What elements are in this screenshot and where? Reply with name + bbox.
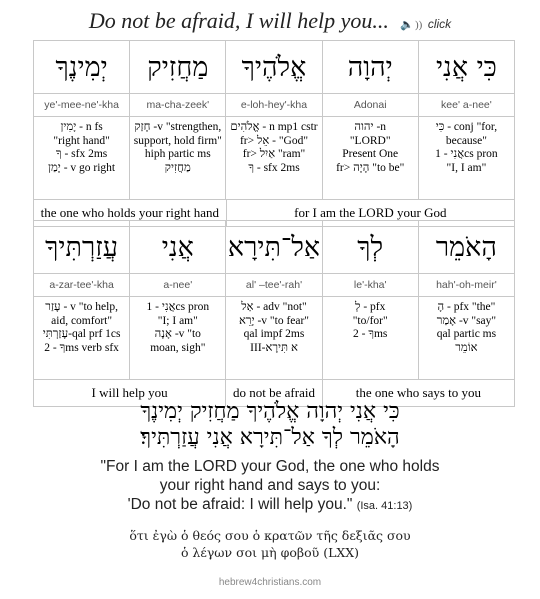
transliteration: kee' a-nee' (419, 94, 514, 117)
hebrew-word: הָאֹמֵר (419, 221, 514, 274)
phrase-translation: the one who holds your right hand (34, 200, 227, 226)
word-table-1 (33, 40, 515, 227)
word-gloss: אֱלֹהִים - n mp1 cstr fr> אֵל - "God" fr> אַיִל "ram" ךָ - sfx 2ms (226, 117, 321, 200)
hebrew-word: כִּי אֲנִי (419, 41, 514, 94)
site-footer: hebrew4christians.com (218, 577, 322, 588)
hebrew-word: עֲזַרְתִּיךָ (34, 221, 129, 274)
greek-line-2: ὁ λέγων σοι μὴ φοβοῦ (LXX) (180, 545, 360, 560)
word-cell (34, 221, 130, 380)
hebrew-verse-line-1: כִּי אֲנִי יְהוָה אֱלֹהֶיךָ מַחֲזִיק יְמִינֶךָ (140, 399, 400, 424)
english-line-1: "For I am the LORD your God, the one who holds (100, 458, 440, 475)
phrase-translation: the one who says to you (355, 385, 482, 400)
word-cell (323, 41, 419, 200)
word-gloss: כִּי - conj "for, because" אֲנִי - 1cs pron "I, I am" (419, 117, 514, 200)
phrase-translation: for I am the LORD your God (294, 205, 447, 220)
word-row (34, 41, 514, 200)
word-cell (226, 41, 322, 200)
page-title (0, 8, 540, 34)
transliteration: e-loh-hey'-kha (226, 94, 321, 117)
word-row (34, 221, 514, 380)
word-cell (226, 221, 322, 380)
word-gloss: הָ - pfx "the" אָמַר -v "say" qal partic ms אוֹמֵר (419, 297, 514, 380)
transliteration: a-nee' (130, 274, 225, 297)
word-gloss: אֲנִי - 1cs pron "I; I am" אָנָה -v "to moan, sigh" (130, 297, 225, 380)
english-translation (0, 457, 540, 516)
hebrew-word: אֲנִי (130, 221, 225, 274)
word-cell (130, 221, 226, 380)
english-line-3: 'Do not be afraid: I will help you." (127, 496, 353, 513)
word-cell (419, 41, 514, 200)
transliteration: Adonai (323, 94, 418, 117)
hebrew-word: יְמִינֶךָ (34, 41, 129, 94)
word-cell (130, 41, 226, 200)
transliteration: le'-kha' (323, 274, 418, 297)
word-cell (34, 41, 130, 200)
hebrew-word: מַחֲזִיק (130, 41, 225, 94)
transliteration: a-zar-tee'-kha (34, 274, 129, 297)
english-line-3-wrap (0, 495, 540, 516)
hebrew-word: אֱלֹהֶיךָ (226, 41, 321, 94)
hebrew-word: אַל־תִּירָא (226, 221, 321, 274)
hebrew-word: לְךָ (323, 221, 418, 274)
word-gloss: יָמִין - n fs "right hand" ךָ - sfx 2ms יָמַן - v go right (34, 117, 129, 200)
word-gloss: יהוה -n "LORD" Present One fr> הָיָה "to be" (323, 117, 418, 200)
word-cell (419, 221, 514, 380)
hebrew-word: יְהוָה (323, 41, 418, 94)
phrase-translation: I will help you (34, 380, 226, 406)
transliteration: hah'-oh-meir' (419, 274, 514, 297)
word-gloss: אַל - adv "not" יָרֵא -v "to fear" qal impf 2ms III-א תִּירָא (226, 297, 321, 380)
phrase-translation: do not be afraid (226, 380, 323, 406)
transliteration: al' –tee'-rah' (226, 274, 321, 297)
transliteration: ma-cha-zeek' (130, 94, 225, 117)
word-cell (323, 221, 419, 380)
word-gloss: לְ - pfx "to/for" ךָ - 2ms (323, 297, 418, 380)
english-line-2: your right hand and says to you: (159, 477, 381, 494)
word-gloss: עָזַר - v "to help, aid, comfort" עָזַרְתִּי-qal prf 1cs ךָ - 2ms verb sfx (34, 297, 129, 380)
greek-lxx (0, 527, 540, 561)
transliteration: ye'-mee-ne'-kha (34, 94, 129, 117)
verse-reference: (Isa. 41:13) (356, 500, 413, 512)
hebrew-verse-line-2: הָאֹמֵר לְךָ אַל־תִּירָא אֲנִי עֲזַרְתִּיךָ׃ (140, 425, 400, 450)
speaker-icon[interactable]: 🔈 )) (400, 19, 423, 31)
audio-click-link[interactable]: click (427, 17, 452, 31)
word-table-2 (33, 220, 515, 407)
word-gloss: חָזַק -v "strengthen, support, hold firm" hiph partic ms מַחֲזִיק (130, 117, 225, 200)
greek-line-1: ὅτι ἐγὼ ὁ θεός σου ὁ κρατῶν τῆς δεξιᾶς σου (129, 528, 411, 543)
title-text: Do not be afraid, I will help you... (88, 8, 389, 33)
